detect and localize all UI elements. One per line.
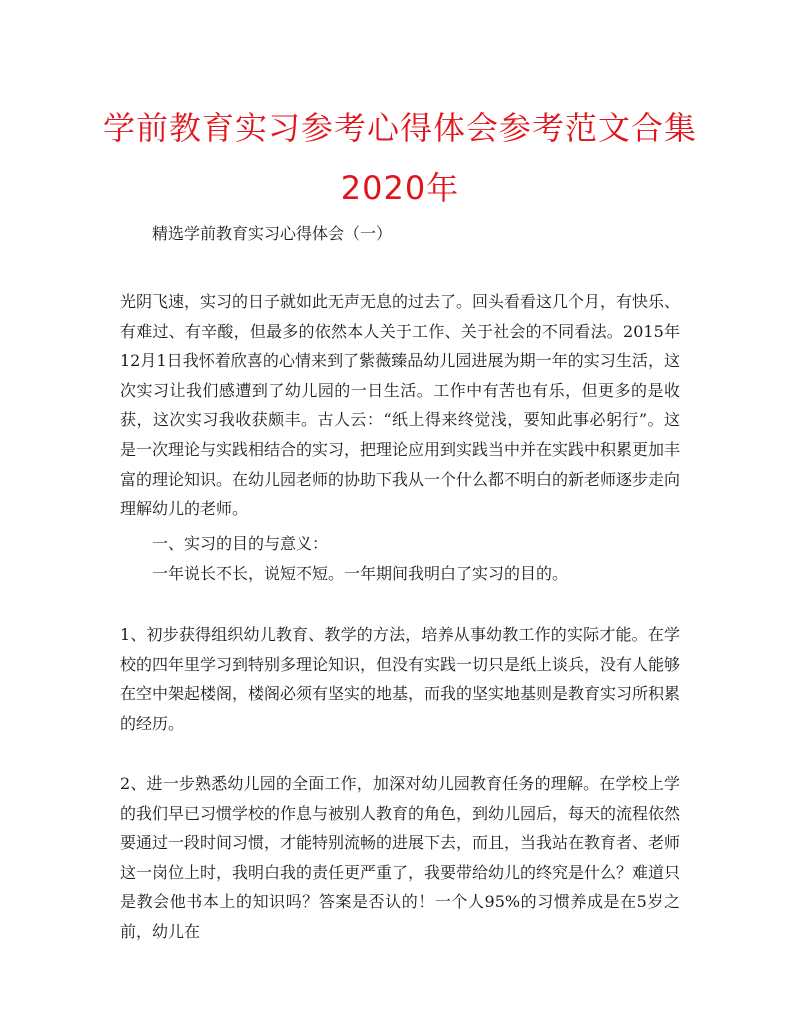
- intro-paragraph: 光阴飞速，实习的日子就如此无声无息的过去了。回头看看这几个月，有快乐、有难过、有辛酸，但最多的依然本人关于工作、关于社会的不同看法。2015年12月1日我怀着欣喜的心情来到了紫薇臻品幼儿园进展为期一年的实习生活，这次实习让我们感遭到了幼儿园的一日生活。工作中有苦也有乐，但更多的是收获，这次实习我收获颇丰。古人云：“纸上得来终觉浅，要知此事必躬行”。这是一次理论与实践相结合的实习，把理论应用到实践当中并在实践中积累更加丰富的理论知识。在幼儿园老师的协助下我从一个什么都不明白的新老师逐步走向理解幼儿的老师。: [120, 292, 681, 519]
- section-subtitle: 精选学前教育实习心得体会（一）: [152, 224, 393, 243]
- section-heading: 一、实习的目的与意义：: [152, 534, 329, 553]
- document-title-line-2: 2020年: [340, 169, 460, 207]
- point-2-paragraph: 2、进一步熟悉幼儿园的全面工作，加深对幼儿园教育任务的理解。在学校上学的我们早已习惯学校的作息与被别人教育的角色，到幼儿园后，每天的流程依然要通过一段时间习惯，才能特别流畅的进展下去，而且，当我站在教育者、老师这一岗位上时，我明白我的责任更严重了，我要带给幼儿的终究是什么？难道只是教会他书本上的知识吗？答案是否认的！一个人95%的习惯养成是在5岁之前，幼儿在: [120, 774, 681, 941]
- document-title-line-1: 学前教育实习参考心得体会参考范文合集: [102, 109, 697, 147]
- point-1-paragraph: 1、初步获得组织幼儿教育、教学的方法，培养从事幼教工作的实际才能。在学校的四年里学习到特别多理论知识，但没有实践一切只是纸上谈兵，没有人能够在空中架起楼阁，楼阁必须有坚实的地基，而我的坚实地基则是教育实习所积累的经历。: [120, 625, 681, 733]
- section-intro-paragraph: 一年说长不长，说短不短。一年期间我明白了实习的目的。: [152, 564, 569, 583]
